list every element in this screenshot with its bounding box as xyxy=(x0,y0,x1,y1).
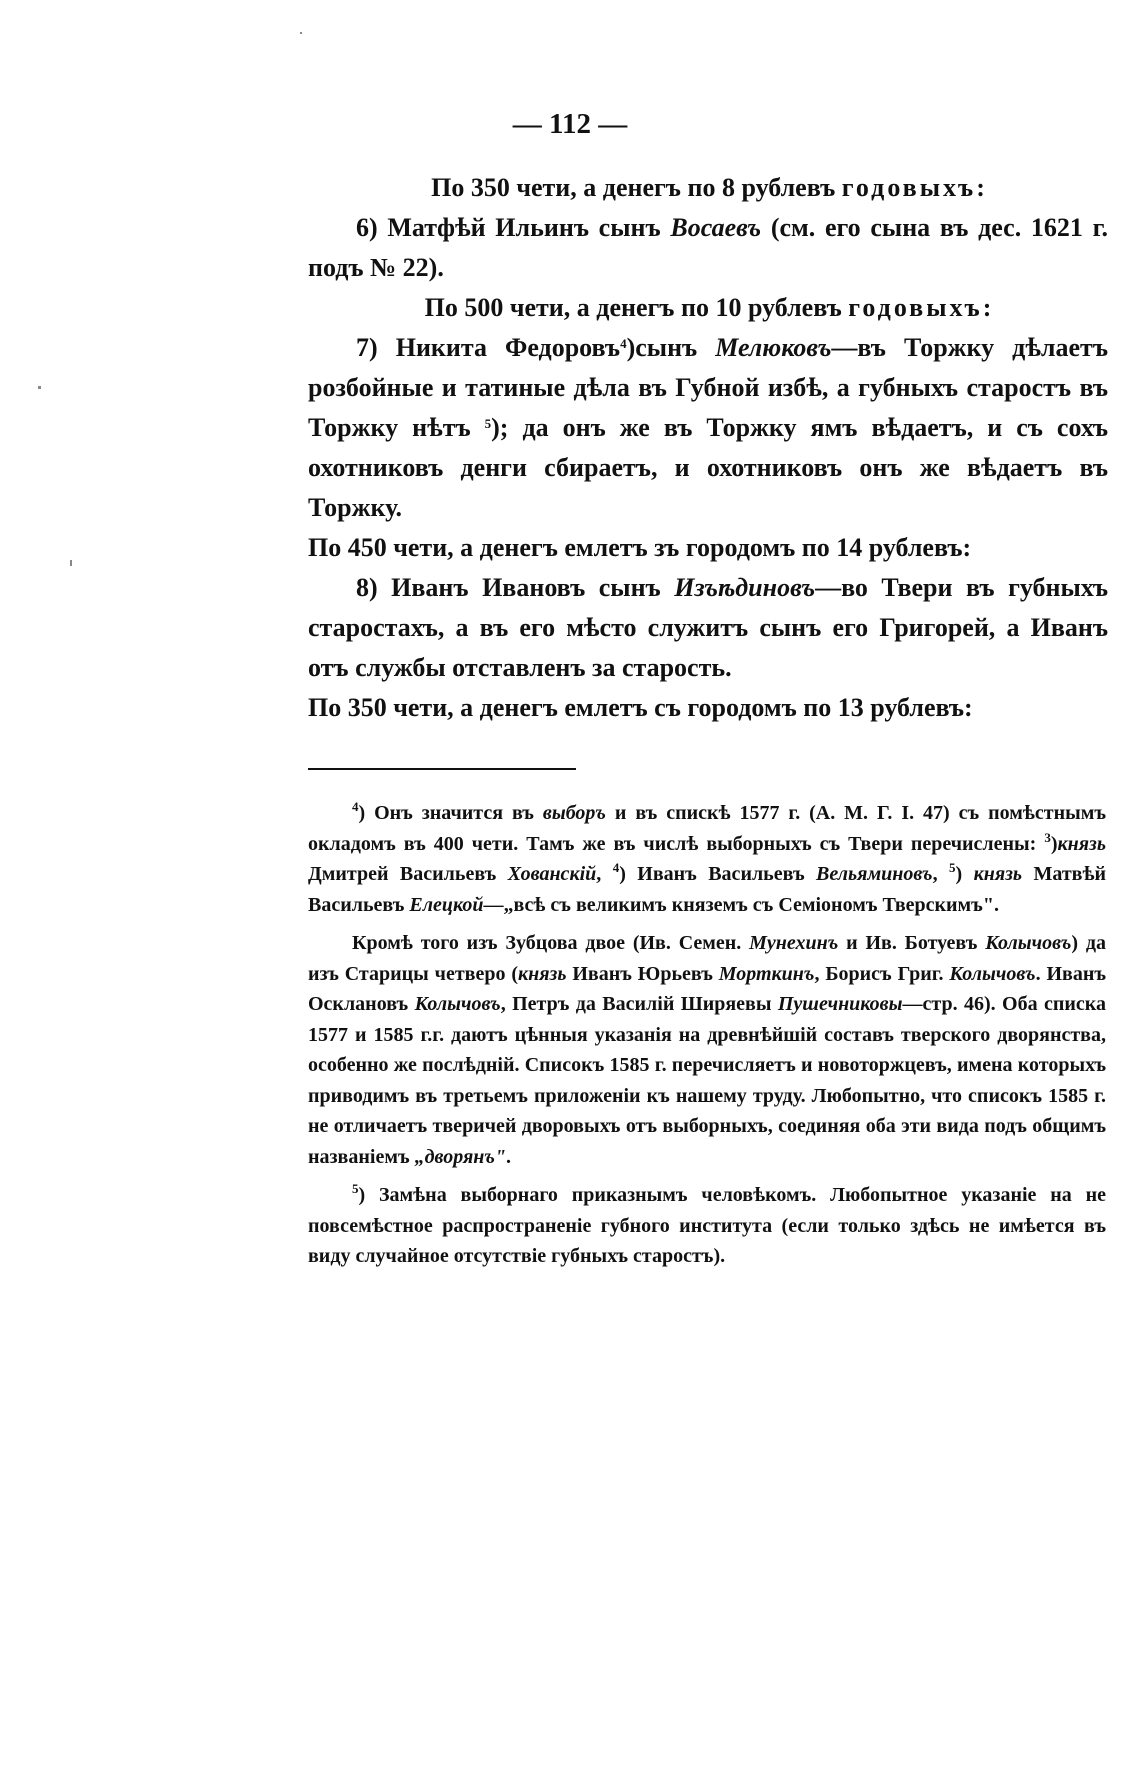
footnote-italic: Морткинъ xyxy=(718,962,815,985)
footnote-italic: Пушечниковы xyxy=(777,993,903,1015)
entry-7-text-d: ); да онъ же въ Торжку ямъ вѣдаетъ, и съ сохъ охотниковъ денги сбираетъ, и охотниковъ онъ же вѣдаетъ въ Торжку. xyxy=(308,413,1108,522)
footnote-marker: 4 xyxy=(612,860,620,875)
footnote-text: , Петръ да Василій Ширяевы xyxy=(500,993,778,1015)
section-heading-450-14: По 450 чети, а денегъ емлетъ зъ городомъ по 14 рублевъ: xyxy=(308,533,972,562)
footnote-italic: Хованскій xyxy=(507,863,597,885)
footnote-text: . xyxy=(506,1145,511,1168)
entry-7-text-c: —въ Торжку дѣлаетъ розбойные и татиные дѣла въ Губной избѣ, а губныхъ старостъ въ Торжку нѣтъ xyxy=(308,333,1108,442)
heading-colon: : xyxy=(976,173,985,202)
footnote-text: ) xyxy=(1050,832,1058,855)
scan-speck xyxy=(70,560,72,566)
footnote-italic: выборъ xyxy=(542,802,606,824)
footnote-italic: князь xyxy=(1057,832,1106,855)
footnote-5 xyxy=(308,1180,1106,1272)
footnote-text: . Иванъ Осклановъ xyxy=(308,962,1106,1015)
footnote-text: Дмитрей Васильевъ xyxy=(308,863,508,885)
footnote-4-continuation xyxy=(308,928,1106,1172)
footnote-italic: Елецкой xyxy=(409,893,484,916)
footnote-text: и Ив. Ботуевъ xyxy=(838,932,986,954)
footnote-text: Иванъ Юрьевъ xyxy=(566,962,719,985)
footnote-italic: князь xyxy=(973,863,1023,885)
footnotes xyxy=(308,798,1106,1280)
footnote-text: Кромѣ того изъ Зубцова двое (Ив. Семен. xyxy=(352,932,750,954)
entry-6-text: 6) Матфѣй Ильинъ сынъ xyxy=(356,213,671,242)
footnote-text: —„всѣ съ великимъ княземъ съ Семіономъ Тверскимъ". xyxy=(483,893,999,916)
footnote-marker: 4 xyxy=(352,799,359,814)
entry-6 xyxy=(308,208,1108,288)
footnote-ref-5: 5 xyxy=(484,416,492,431)
footnote-marker: 5 xyxy=(949,860,956,875)
footnote-text: ) xyxy=(955,863,974,885)
section-heading-500-10 xyxy=(308,288,1108,328)
main-text xyxy=(308,168,1108,728)
footnote-text: Матвѣй Васильевъ xyxy=(308,863,1107,916)
entry-6-text-end: (см. его сына въ дес. 1621 г. подъ № 22). xyxy=(308,213,1108,282)
entry-7 xyxy=(308,328,1108,528)
entry-8-text: 8) Иванъ Ивановъ сынъ xyxy=(356,573,675,602)
section-heading-350-13: По 350 чети, а денегъ емлетъ съ городомъ по 13 рублевъ: xyxy=(308,693,973,722)
heading-spaced-word: годовыхъ xyxy=(841,173,977,202)
scan-speck xyxy=(38,386,41,389)
heading-spaced-word: годовыхъ xyxy=(848,293,983,322)
footnote-text: ) Онъ значится въ xyxy=(358,802,543,824)
footnote-marker: 3 xyxy=(1044,829,1051,845)
footnote-italic: Колычовъ xyxy=(414,993,501,1015)
section-heading-350-8 xyxy=(308,168,1108,208)
heading-text: По 500 чети, а денегъ по 10 рублевъ xyxy=(424,293,849,322)
entry-7-text-b: )сынъ xyxy=(626,333,716,362)
scan-speck xyxy=(300,32,302,34)
footnote-italic: Колычовъ xyxy=(985,932,1072,954)
footnote-4 xyxy=(308,798,1106,920)
footnote-text: ) Иванъ Васильевъ xyxy=(619,863,817,885)
entry-8-surname: Изъѣдиновъ xyxy=(674,573,816,602)
footnote-italic: Мунехинъ xyxy=(749,932,839,954)
footnote-italic: князь xyxy=(518,962,567,985)
footnote-marker: 5 xyxy=(352,1181,359,1196)
footnote-divider xyxy=(308,768,576,770)
page-number: — 112 — xyxy=(512,108,628,140)
footnote-text: , Борисъ Григ. xyxy=(814,962,950,985)
footnote-italic: „дворянъ" xyxy=(414,1145,506,1168)
footnote-text: и въ спискѣ 1577 г. (А. М. Г. I. 47) съ помѣстнымъ окладомъ въ 400 чети. Тамъ же въ числѣ выборныхъ съ Твери перечислены: xyxy=(308,802,1106,855)
entry-7-text: 7) Никита Федоровъ xyxy=(356,333,621,362)
entry-6-surname: Восаевъ xyxy=(670,213,762,242)
footnote-text: , xyxy=(596,863,613,885)
footnote-ref-4: 4 xyxy=(620,336,627,351)
footnote-italic: Вельяминовъ xyxy=(816,863,933,885)
entry-7-surname: Мелюковъ xyxy=(715,333,832,362)
footnote-text: , xyxy=(932,863,949,885)
footnote-text: ) Замѣна выборнаго приказнымъ человѣкомъ. Любопытное указаніе на не повсемѣстное распространеніе губного института (если только здѣсь не имѣется въ виду случайное отсутствіе губныхъ старостъ). xyxy=(308,1184,1106,1267)
footnote-italic: Колычовъ xyxy=(949,962,1036,985)
footnote-text: ) да изъ Старицы четверо ( xyxy=(308,932,1107,985)
heading-colon: : xyxy=(982,293,992,322)
entry-8-text-b: —во Твери въ губныхъ старостахъ, а въ его мѣсто служитъ сынъ его Григорей, а Иванъ отъ службы отставленъ за старость. xyxy=(308,573,1108,682)
heading-text: По 350 чети, а денегъ по 8 рублевъ xyxy=(431,173,842,202)
entry-8 xyxy=(308,568,1108,688)
footnote-text: —стр. 46). Оба списка 1577 и 1585 г.г. даютъ цѣнныя указанія на древнѣйшій составъ тверского дворянства, особенно же послѣдній. Списокъ 1585 г. перечисляетъ и новоторжцевъ, имена которыхъ приводимъ въ третьемъ приложеніи къ нашему труду. Любопытно, что списокъ 1585 г. не отличаетъ тверичей дворовыхъ отъ выборныхъ, соединяя оба эти вида подъ общимъ названіемъ xyxy=(308,993,1106,1168)
